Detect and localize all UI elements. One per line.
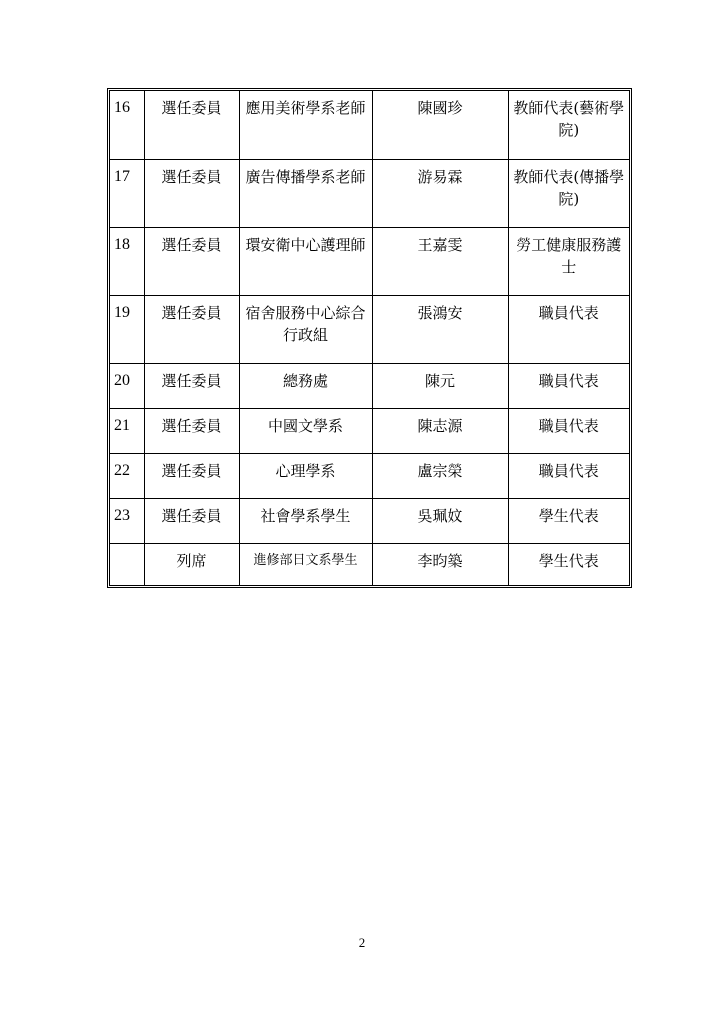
cell-representation: 學生代表 (508, 543, 629, 585)
cell-number: 23 (110, 498, 144, 543)
cell-name: 王嘉雯 (372, 227, 508, 295)
cell-role: 選任委員 (144, 227, 239, 295)
cell-representation: 職員代表 (508, 453, 629, 498)
cell-number: 20 (110, 363, 144, 408)
cell-representation: 勞工健康服務護士 (508, 227, 629, 295)
cell-number: 16 (110, 91, 144, 159)
cell-organization: 總務處 (239, 363, 372, 408)
committee-table (110, 91, 629, 585)
cell-role: 選任委員 (144, 363, 239, 408)
cell-number: 19 (110, 295, 144, 363)
cell-role: 選任委員 (144, 295, 239, 363)
table-row (110, 363, 629, 408)
table-row (110, 91, 629, 159)
cell-representation: 學生代表 (508, 498, 629, 543)
cell-representation: 職員代表 (508, 408, 629, 453)
cell-role: 選任委員 (144, 408, 239, 453)
cell-organization: 心理學系 (239, 453, 372, 498)
table-row (110, 159, 629, 227)
cell-name: 游易霖 (372, 159, 508, 227)
cell-representation: 教師代表(藝術學院) (508, 91, 629, 159)
cell-representation: 職員代表 (508, 295, 629, 363)
cell-representation: 職員代表 (508, 363, 629, 408)
cell-number: 17 (110, 159, 144, 227)
table-row (110, 498, 629, 543)
cell-organization: 社會學系學生 (239, 498, 372, 543)
cell-number: 22 (110, 453, 144, 498)
cell-name: 李昀築 (372, 543, 508, 585)
cell-name: 陳志源 (372, 408, 508, 453)
cell-name: 吳珮妏 (372, 498, 508, 543)
cell-role: 選任委員 (144, 498, 239, 543)
cell-role: 選任委員 (144, 453, 239, 498)
page-number: 2 (358, 935, 366, 950)
cell-name: 盧宗榮 (372, 453, 508, 498)
table-row (110, 453, 629, 498)
cell-organization: 環安衛中心護理師 (239, 227, 372, 295)
cell-organization: 宿舍服務中心綜合行政組 (239, 295, 372, 363)
cell-role: 選任委員 (144, 91, 239, 159)
cell-role: 列席 (144, 543, 239, 585)
cell-name: 陳國珍 (372, 91, 508, 159)
cell-number: 18 (110, 227, 144, 295)
cell-role: 選任委員 (144, 159, 239, 227)
cell-name: 陳元 (372, 363, 508, 408)
cell-organization: 廣告傳播學系老師 (239, 159, 372, 227)
table-row (110, 408, 629, 453)
cell-number (110, 543, 144, 585)
table-row (110, 227, 629, 295)
table-row (110, 543, 629, 585)
cell-number: 21 (110, 408, 144, 453)
cell-representation: 教師代表(傳播學院) (508, 159, 629, 227)
table-row (110, 295, 629, 363)
cell-name: 張鴻安 (372, 295, 508, 363)
cell-organization: 中國文學系 (239, 408, 372, 453)
cell-organization: 進修部日文系學生 (239, 543, 372, 585)
committee-table-frame (107, 88, 632, 588)
cell-organization: 應用美術學系老師 (239, 91, 372, 159)
